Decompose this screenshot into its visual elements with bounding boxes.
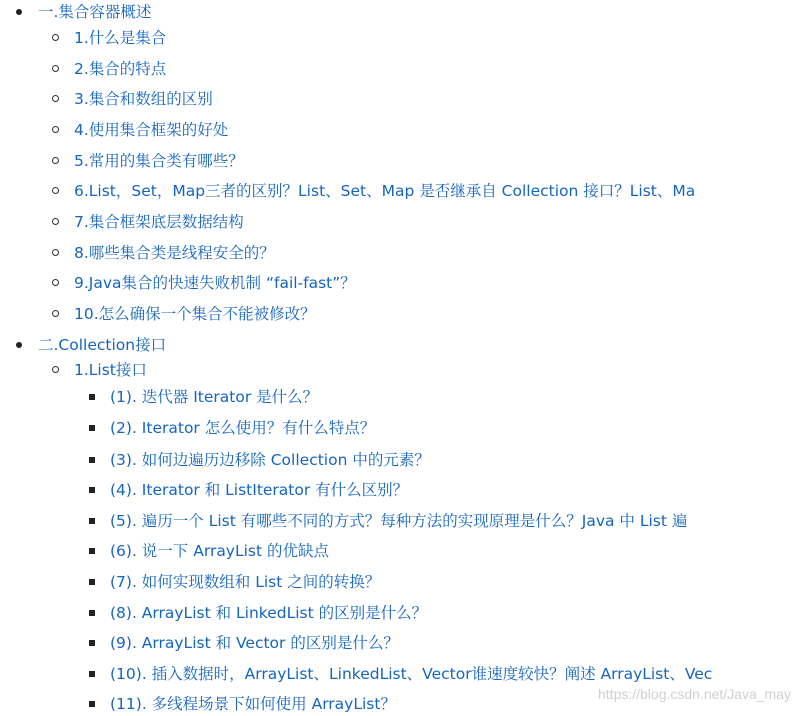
toc-link[interactable]: 7.集合框架底层数据结构: [74, 213, 244, 231]
disc-bullet-icon: [16, 342, 22, 348]
toc-item: [0, 210, 752, 234]
toc-item: [0, 26, 752, 50]
square-bullet-icon: [89, 394, 95, 400]
toc-link[interactable]: 4.使用集合框架的好处: [74, 121, 229, 139]
toc-subitem: [0, 416, 752, 440]
toc-subitem: [0, 478, 752, 502]
toc-link[interactable]: (9). ArrayList 和 Vector 的区别是什么？: [110, 634, 399, 652]
square-bullet-icon: [89, 548, 95, 554]
toc-link-section-1[interactable]: 一.集合容器概述: [38, 3, 152, 21]
toc-subitem: [0, 631, 752, 655]
circle-bullet-icon: [52, 218, 59, 225]
toc-link[interactable]: (1). 迭代器 Iterator 是什么？: [110, 388, 319, 406]
toc-item: [0, 87, 752, 111]
toc-link[interactable]: (7). 如何实现数组和 List 之间的转换？: [110, 573, 381, 591]
toc-item: [0, 57, 752, 81]
circle-bullet-icon: [52, 95, 59, 102]
toc-subitem: [0, 692, 752, 716]
toc-link[interactable]: (8). ArrayList 和 LinkedList 的区别是什么？: [110, 604, 428, 622]
toc-subsection-list: [0, 358, 752, 382]
toc-link[interactable]: 3.集合和数组的区别: [74, 90, 213, 108]
toc-link[interactable]: (10). 插入数据时，ArrayList、LinkedList、Vector谁速度较快？阐述 ArrayList、Vec: [110, 665, 713, 683]
toc-subitem: [0, 601, 752, 625]
toc-item: [0, 149, 752, 173]
watermark: https://blog.csdn.net/Java_may: [598, 686, 791, 702]
circle-bullet-icon: [52, 310, 59, 317]
toc-section-1: [0, 0, 752, 24]
toc-link[interactable]: (11). 多线程场景下如何使用 ArrayList？: [110, 695, 396, 713]
circle-bullet-icon: [52, 187, 59, 194]
square-bullet-icon: [89, 579, 95, 585]
toc-item: [0, 118, 752, 142]
toc-link[interactable]: (4). Iterator 和 ListIterator 有什么区别？: [110, 481, 409, 499]
toc-link[interactable]: (6). 说一下 ArrayList 的优缺点: [110, 542, 330, 560]
toc-section-2: [0, 333, 752, 357]
toc-item: [0, 179, 752, 203]
circle-bullet-icon: [52, 279, 59, 286]
toc-subitem: [0, 662, 752, 686]
square-bullet-icon: [89, 671, 95, 677]
toc-link[interactable]: 1.什么是集合: [74, 29, 167, 47]
toc-subitem: [0, 385, 752, 409]
toc-link[interactable]: (2). Iterator 怎么使用？有什么特点？: [110, 419, 376, 437]
toc-link[interactable]: 5.常用的集合类有哪些？: [74, 152, 244, 170]
toc-link[interactable]: 9.Java集合的快速失败机制 “fail-fast”？: [74, 274, 356, 292]
circle-bullet-icon: [52, 366, 59, 373]
toc-link[interactable]: (3). 如何边遍历边移除 Collection 中的元素？: [110, 451, 430, 469]
toc-link[interactable]: 8.哪些集合类是线程安全的？: [74, 244, 275, 262]
square-bullet-icon: [89, 518, 95, 524]
circle-bullet-icon: [52, 126, 59, 133]
toc-link-subsection[interactable]: 1.List接口: [74, 361, 147, 379]
toc-link[interactable]: 2.集合的特点: [74, 60, 167, 78]
toc-item: [0, 241, 752, 265]
square-bullet-icon: [89, 610, 95, 616]
circle-bullet-icon: [52, 249, 59, 256]
toc-link[interactable]: (5). 遍历一个 List 有哪些不同的方式？每种方法的实现原理是什么？Java 中 List 遍: [110, 512, 688, 530]
square-bullet-icon: [89, 640, 95, 646]
toc-item: [0, 302, 752, 326]
square-bullet-icon: [89, 457, 95, 463]
toc-subitem: [0, 570, 752, 594]
toc-subitem: [0, 539, 752, 563]
square-bullet-icon: [89, 425, 95, 431]
toc-subitem: [0, 448, 752, 472]
square-bullet-icon: [89, 487, 95, 493]
toc-subitem: [0, 509, 752, 533]
circle-bullet-icon: [52, 65, 59, 72]
circle-bullet-icon: [52, 34, 59, 41]
toc-link-section-2[interactable]: 二.Collection接口: [38, 336, 167, 354]
circle-bullet-icon: [52, 157, 59, 164]
disc-bullet-icon: [16, 9, 22, 15]
toc-item: [0, 271, 752, 295]
square-bullet-icon: [89, 701, 95, 707]
toc-link[interactable]: 10.怎么确保一个集合不能被修改？: [74, 305, 316, 323]
toc-link[interactable]: 6.List，Set，Map三者的区别？List、Set、Map 是否继承自 Collection 接口？List、Ma: [74, 182, 696, 200]
